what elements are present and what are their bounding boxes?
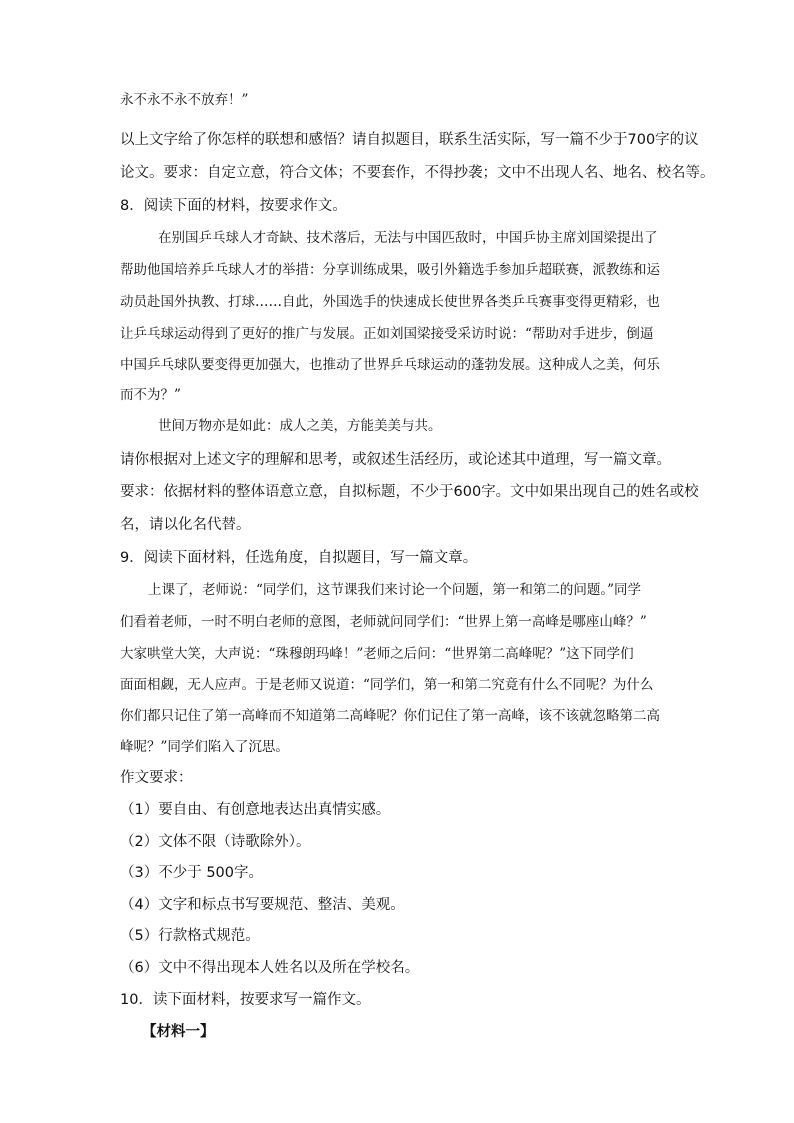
q8-prompt: 请你根据对上述文字的理解和思考，或叙述生活经历，或论述其中道理，写一篇文章。 <box>120 452 671 468</box>
q9-requirement-5: （5）行款格式规范。 <box>120 928 260 944</box>
q9-material-line-2: 们看着老师，一时不明白老师的意图，老师就问同学们：“世界上第一高峰是哪座山峰？” <box>120 614 647 630</box>
q9-requirement-3: （3）不少于 500字。 <box>120 865 264 881</box>
q9-heading: 9．阅读下面材料，任选角度，自拟题目，写一篇文章。 <box>120 550 478 566</box>
q8-material-line-2: 帮助他国培养乒乓球人才的举措：分享训练成果，吸引外籍选手参加乒超联赛，派教练和运 <box>120 262 660 278</box>
q8-material-line-5: 中国乒乓球队要变得更加强大，也推动了世界乒乓球运动的蓬勃发展。这种成人之美，何乐 <box>120 357 660 373</box>
q8-quote: 世间万物亦是如此：成人之美，方能美美与共。 <box>158 418 442 434</box>
q8-requirements-line-1: 要求：依据材料的整体语意立意，自拟标题，不少于600字。文中如果出现自己的姓名或校 <box>120 484 699 500</box>
q9-requirement-6: （6）文中不得出现本人姓名以及所在学校名。 <box>120 960 420 976</box>
q9-requirement-1: （1）要自由、有创意地表达出真情实感。 <box>120 802 391 818</box>
q8-heading: 8．阅读下面的材料，按要求作文。 <box>120 198 347 214</box>
q7-quote-tail: 永不永不永不放弃！” <box>120 92 249 108</box>
q7-prompt-line-2: 论文。要求：自定立意，符合文体；不要套作，不得抄袭；文中不出现人名、地名、校名等。 <box>120 165 715 181</box>
q8-requirements-line-2: 名，请以化名代替。 <box>120 517 251 533</box>
q10-material-label: 【材料一】 <box>142 1024 215 1040</box>
q8-material-line-1: 在别国乒乓球人才奇缺、技术落后，无法与中国匹敌时，中国乒协主席刘国梁提出了 <box>158 230 658 246</box>
q10-heading: 10．读下面材料，按要求写一篇作文。 <box>120 992 371 1008</box>
q9-material-line-4: 面面相觑，无人应声。于是老师又说道：“同学们，第一和第二究竟有什么不同呢？为什么 <box>120 677 654 693</box>
q8-material-line-6: 而不为？” <box>120 387 181 403</box>
q8-material-line-3: 动员赴国外执教、打球……自此，外国选手的快速成长使世界各类乒乓赛事变得更精彩，也 <box>120 294 660 310</box>
q9-material-line-5: 你们都只记住了第一高峰而不知道第二高峰呢？你们记住了第一高峰，该不该就忽略第二高 <box>120 708 660 724</box>
q9-material-line-1: 上课了，老师说：“同学们，这节课我们来讨论一个问题，第一和第二的问题。”同学 <box>148 582 642 598</box>
q9-requirement-2: （2）文体不限（诗歌除外）。 <box>120 834 311 850</box>
q9-material-line-3: 大家哄堂大笑，大声说：“珠穆朗玛峰！”老师之后问：“世界第二高峰呢？”这下同学们 <box>120 646 634 662</box>
q7-prompt-line-1: 以上文字给了你怎样的联想和感悟？请自拟题目，联系生活实际，写一篇不少于700字的议 <box>120 132 699 148</box>
q8-material-line-4: 让乒乓球运动得到了更好的推广与发展。正如刘国梁接受采访时说：“帮助对手进步，倒逼 <box>120 326 654 342</box>
q9-requirements-title: 作文要求： <box>120 770 193 786</box>
q9-requirement-4: （4）文字和标点书写要规范、整洁、美观。 <box>120 897 405 913</box>
q9-material-line-6: 峰呢？”同学们陷入了沉思。 <box>120 739 289 755</box>
